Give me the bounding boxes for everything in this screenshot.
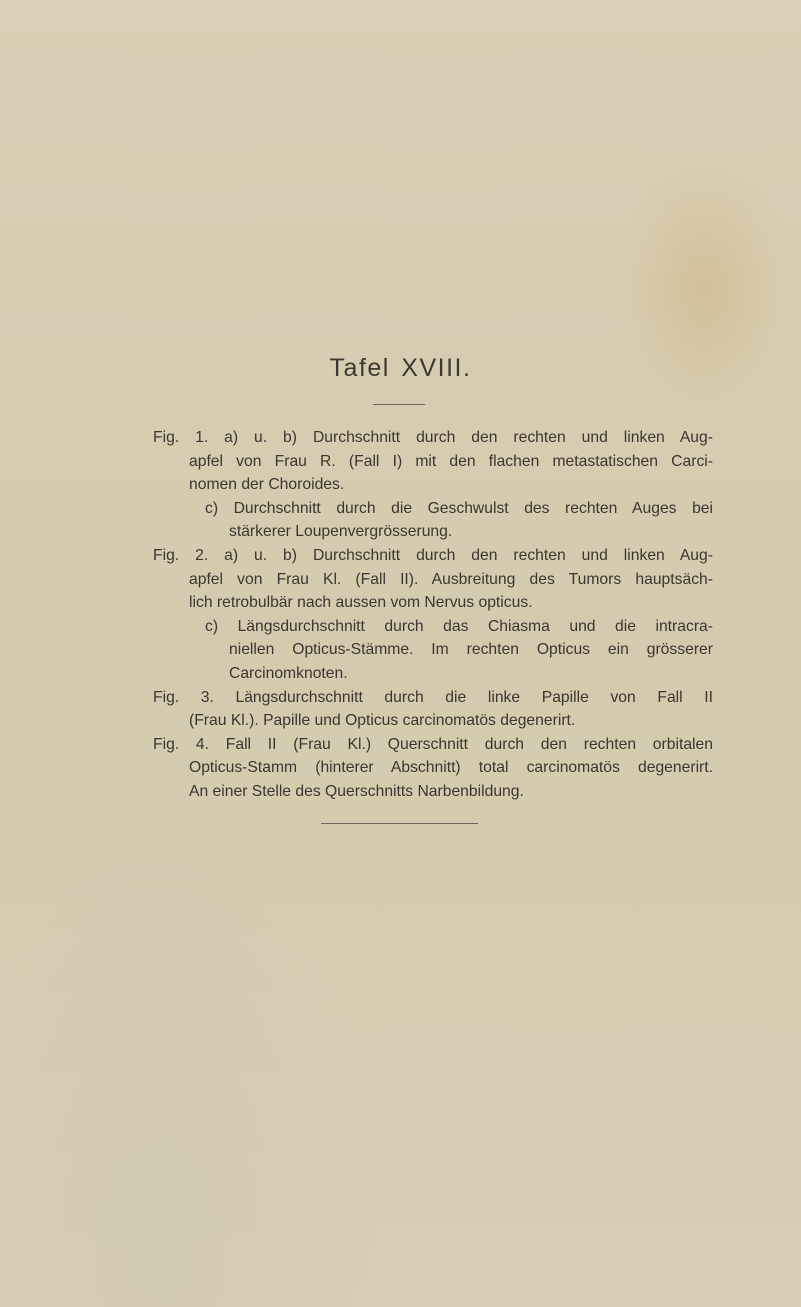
caption-line-fig4-end: An einer Stelle des Querschnitts Narbenbildung. <box>189 782 524 800</box>
caption-line-fig2-c-end: Carcinomknoten. <box>229 664 348 682</box>
caption-line-fig2-c-cont: niellen Opticus-Stämme. Im rechten Opticus ein grösserer <box>229 641 713 659</box>
title-rule <box>373 404 425 405</box>
closing-rule <box>321 823 478 824</box>
caption-line-fig2-a-cont: apfel von Frau Kl. (Fall II). Ausbreitung des Tumors hauptsäch- <box>189 570 713 588</box>
caption-line-fig1-a-cont: apfel von Frau R. (Fall I) mit den flachen metastatischen Carci- <box>189 452 713 470</box>
caption-line-fig1-a-end: nomen der Choroides. <box>189 476 345 494</box>
caption-line-fig1-a: Fig. 1. a) u. b) Durchschnitt durch den rechten und linken Aug- <box>153 429 713 446</box>
caption-line-fig2-a-end: lich retrobulbär nach aussen vom Nervus opticus. <box>189 594 533 612</box>
caption-line-fig3-end: (Frau Kl.). Papille und Opticus carcinomatös degenerirt. <box>189 712 576 730</box>
caption-line-fig2-c: c) Längsdurchschnitt durch das Chiasma und die intracra- <box>205 617 713 635</box>
caption-line-fig2-a: Fig. 2. a) u. b) Durchschnitt durch den rechten und linken Aug- <box>153 546 713 564</box>
caption-line-fig1-c: c) Durchschnitt durch die Geschwulst des rechten Auges bei <box>205 499 713 517</box>
caption-line-fig4-cont: Opticus-Stamm (hinterer Abschnitt) total carcinomatös degenerirt. <box>189 759 713 777</box>
plate-title: Tafel XVIII. <box>329 354 472 382</box>
caption-line-fig4: Fig. 4. Fall II (Frau Kl.) Querschnitt durch den rechten orbitalen <box>153 735 713 753</box>
caption-line-fig3: Fig. 3. Längsdurchschnitt durch die linke Papille von Fall II <box>153 688 713 706</box>
figure-captions <box>153 426 713 804</box>
caption-line-fig1-c-end: stärkerer Loupenvergrösserung. <box>229 523 453 541</box>
